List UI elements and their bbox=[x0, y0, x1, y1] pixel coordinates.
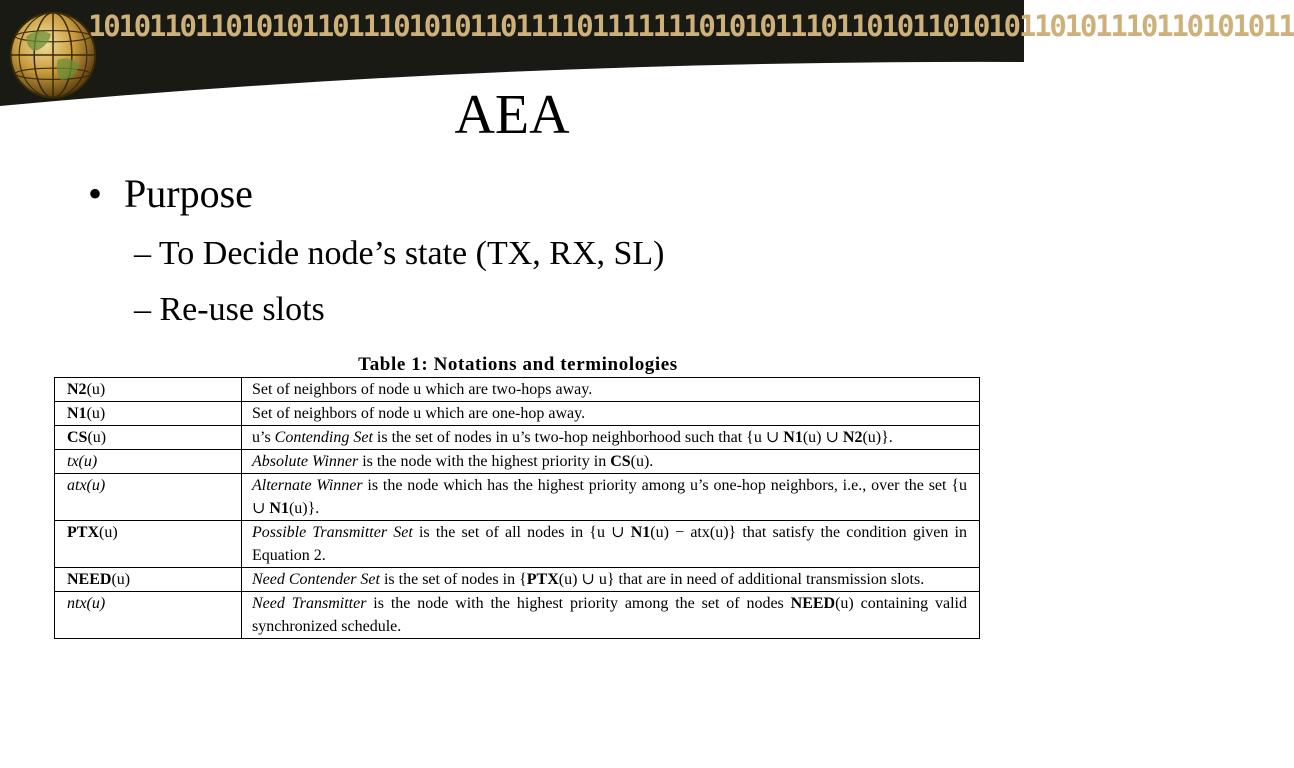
description-cell: Absolute Winner is the node with the highest priority in CS(u). bbox=[242, 450, 980, 474]
symbol-cell: ntx(u) bbox=[55, 592, 242, 639]
bullet-purpose bbox=[88, 170, 253, 218]
notation-table bbox=[54, 377, 980, 639]
subbullet-reuse-slots: – Re-use slots bbox=[134, 291, 325, 328]
description-cell: Alternate Winner is the node which has the highest priority among u’s one-hop neighbors, i.e., over the set {u ∪ N1(u)}. bbox=[242, 474, 980, 521]
description-cell: Possible Transmitter Set is the set of all nodes in {u ∪ N1(u) − atx(u)} that satisfy the condition given in Equation 2. bbox=[242, 521, 980, 568]
description-cell: Need Contender Set is the set of nodes in {PTX(u) ∪ u} that are in need of additional transmission slots. bbox=[242, 568, 980, 592]
table-row bbox=[55, 568, 980, 592]
symbol-cell: N1(u) bbox=[55, 402, 242, 426]
symbol-cell: NEED(u) bbox=[55, 568, 242, 592]
bullet-marker: • bbox=[88, 171, 103, 216]
table-row bbox=[55, 521, 980, 568]
table-row bbox=[55, 426, 980, 450]
table-row bbox=[55, 592, 980, 639]
table-caption: Table 1: Notations and terminologies bbox=[358, 354, 678, 375]
slide-title: AEA bbox=[454, 84, 570, 146]
description-cell: Set of neighbors of node u which are two-hops away. bbox=[242, 378, 980, 402]
symbol-cell: CS(u) bbox=[55, 426, 242, 450]
subbullet-decide-state: – To Decide node’s state (TX, RX, SL) bbox=[134, 235, 665, 272]
table-row bbox=[55, 402, 980, 426]
symbol-cell: tx(u) bbox=[55, 450, 242, 474]
description-cell: Need Transmitter is the node with the highest priority among the set of nodes NEED(u) containing valid synchronized schedule. bbox=[242, 592, 980, 639]
bullet-text: Purpose bbox=[124, 171, 253, 216]
table-row bbox=[55, 450, 980, 474]
description-cell: u’s Contending Set is the set of nodes in u’s two-hop neighborhood such that {u ∪ N1(u) ∪ N2(u)}. bbox=[242, 426, 980, 450]
table-row bbox=[55, 474, 980, 521]
symbol-cell: N2(u) bbox=[55, 378, 242, 402]
symbol-cell: atx(u) bbox=[55, 474, 242, 521]
description-cell: Set of neighbors of node u which are one-hop away. bbox=[242, 402, 980, 426]
table-row bbox=[55, 378, 980, 402]
binary-pattern: 1010110110101011011101010110111101111111010101110110101101010110101110110101011 bbox=[88, 9, 1294, 43]
symbol-cell: PTX(u) bbox=[55, 521, 242, 568]
